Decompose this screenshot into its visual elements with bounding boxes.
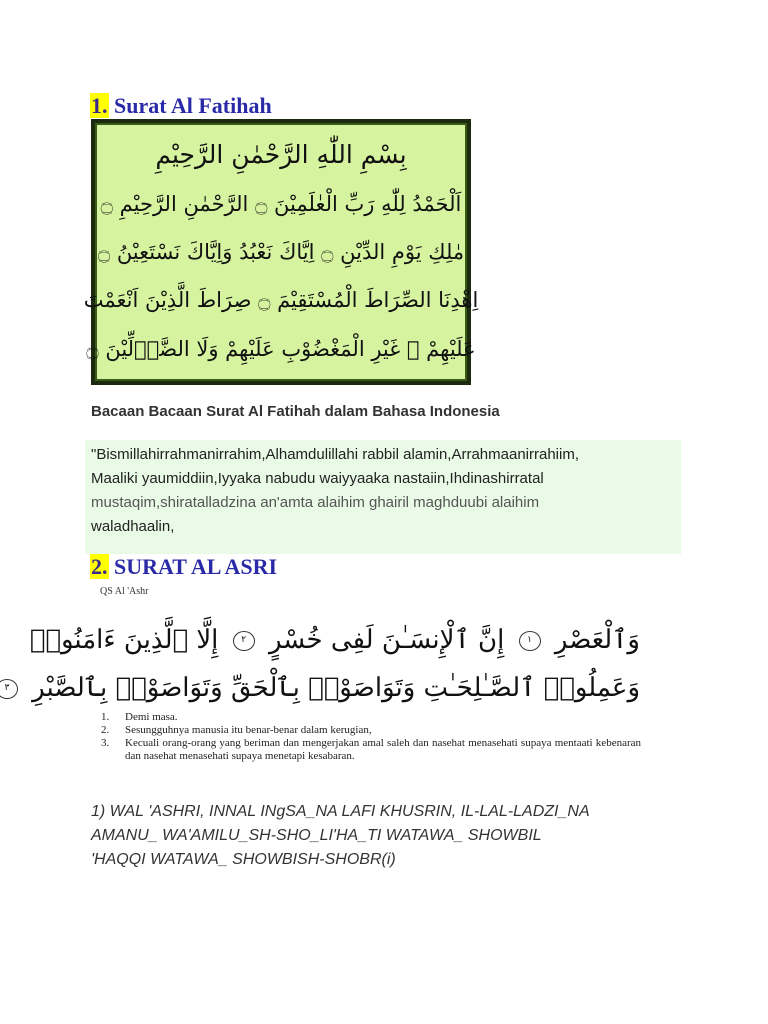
list-item-number: 2.	[101, 724, 110, 736]
reading-line: "Bismillahirrahmanirrahim,Alhamdulillahi rabbil alamin,Arrahmaanirrahiim,	[91, 446, 579, 463]
list-item-number: 1.	[101, 711, 110, 723]
ayah-number-marker: ٣	[0, 679, 18, 699]
reading-line: waladhaalin,	[91, 518, 175, 535]
asr-arabic-segment: وَٱلْعَصْرِ	[554, 625, 640, 655]
section-2-heading	[90, 554, 277, 580]
section-1-heading	[90, 93, 272, 119]
section-1-title: Surat Al Fatihah	[114, 93, 272, 118]
section-2-title: SURAT AL ASRI	[114, 554, 278, 579]
asr-translation-list	[101, 711, 641, 763]
list-item-text: Sesungguhnya manusia itu benar-benar dalam kerugian,	[125, 724, 372, 736]
list-item-text: Demi masa.	[125, 711, 178, 723]
fatihah-reading-subtitle: Bacaan Bacaan Surat Al Fatihah dalam Bahasa Indonesia	[91, 403, 500, 420]
fatihah-arabic-line: اَلْحَمْدُ لِلّٰهِ رَبِّ الْعٰلَمِيْنَ ۝ الرَّحْمٰنِ الرَّحِيْمِ ۝	[100, 191, 462, 216]
reading-line: Maaliki yaumiddiin,Iyyaka nabudu waiyyaaka nastaiin,Ihdinashirratal	[91, 470, 544, 487]
transliteration-line: AMANU_ WA'AMILU_SH-SHO_LI'HA_TI WATAWA_ SHOWBIL	[91, 827, 542, 844]
fatihah-arabic-line: مٰلِكِ يَوْمِ الدِّيْنِ ۝ اِيَّاكَ نَعْبُدُ وَاِيَّاكَ نَسْتَعِيْنُ ۝	[97, 239, 465, 264]
fatihah-arabic-line: اِهْدِنَا الصِّرَاطَ الْمُسْتَقِيْمَ ۝ صِرَاطَ الَّذِيْنَ اَنْعَمْتَ	[83, 288, 479, 313]
fatihah-arabic-line: بِسْمِ اللّٰهِ الرَّحْمٰنِ الرَّحِيْمِ	[155, 140, 407, 170]
list-item-number: 3.	[101, 737, 110, 749]
list-item-text: Kecuali orang-orang yang beriman dan mengerjakan amal saleh dan nasehat menasehati supaya mentaati kebenaran dan nasehat menasehati supaya menetapi kesabaran.	[125, 737, 641, 762]
reading-line: mustaqim,shiratalladzina an'amta alaihim ghairil maghduubi alaihim	[91, 494, 540, 511]
asr-arabic-line-2	[0, 668, 640, 708]
transliteration-line: 'HAQQI WATAWA_ SHOWBISH-SHOBR(i)	[91, 851, 396, 868]
ayah-number-marker: ٢	[233, 631, 255, 651]
ayah-number-marker: ١	[519, 631, 541, 651]
transliteration-line: 1) WAL 'ASHRI, INNAL INgSA_NA LAFI KHUSRIN, IL-LAL-LADZI_NA	[91, 803, 590, 820]
asr-arabic-line-1	[30, 620, 640, 660]
list-item	[101, 724, 641, 737]
asr-arabic-segment: وَعَمِلُوا۟ ٱلصَّـٰلِحَـٰتِ وَتَوَاصَوْا۟ بِٱلْحَقِّ وَتَوَاصَوْا۟ بِٱلصَّبْرِ	[32, 673, 640, 703]
section-1-number: 1.	[91, 93, 108, 118]
asr-arabic-segment: إِنَّ ٱلْإِنسَـٰنَ لَفِى خُسْرٍ	[268, 625, 505, 655]
list-item	[101, 711, 641, 724]
al-fatihah-image	[83, 119, 479, 385]
fatihah-latin-reading	[85, 440, 681, 554]
al-fatihah-text-panel	[83, 123, 479, 381]
asr-transliteration	[91, 800, 651, 872]
section-2-number: 2.	[91, 554, 108, 579]
asr-arabic-segment: إِلَّا ٱلَّذِينَ ءَامَنُوا۟	[29, 625, 219, 655]
fatihah-arabic-line: عَلَيْهِمْ ۙ غَيْرِ الْمَغْضُوْبِ عَلَيْهِمْ وَلَا الضَّاۤلِّيْنَ ۝	[86, 336, 476, 361]
list-item	[101, 737, 641, 763]
surah-reference: QS Al 'Ashr	[100, 586, 149, 597]
